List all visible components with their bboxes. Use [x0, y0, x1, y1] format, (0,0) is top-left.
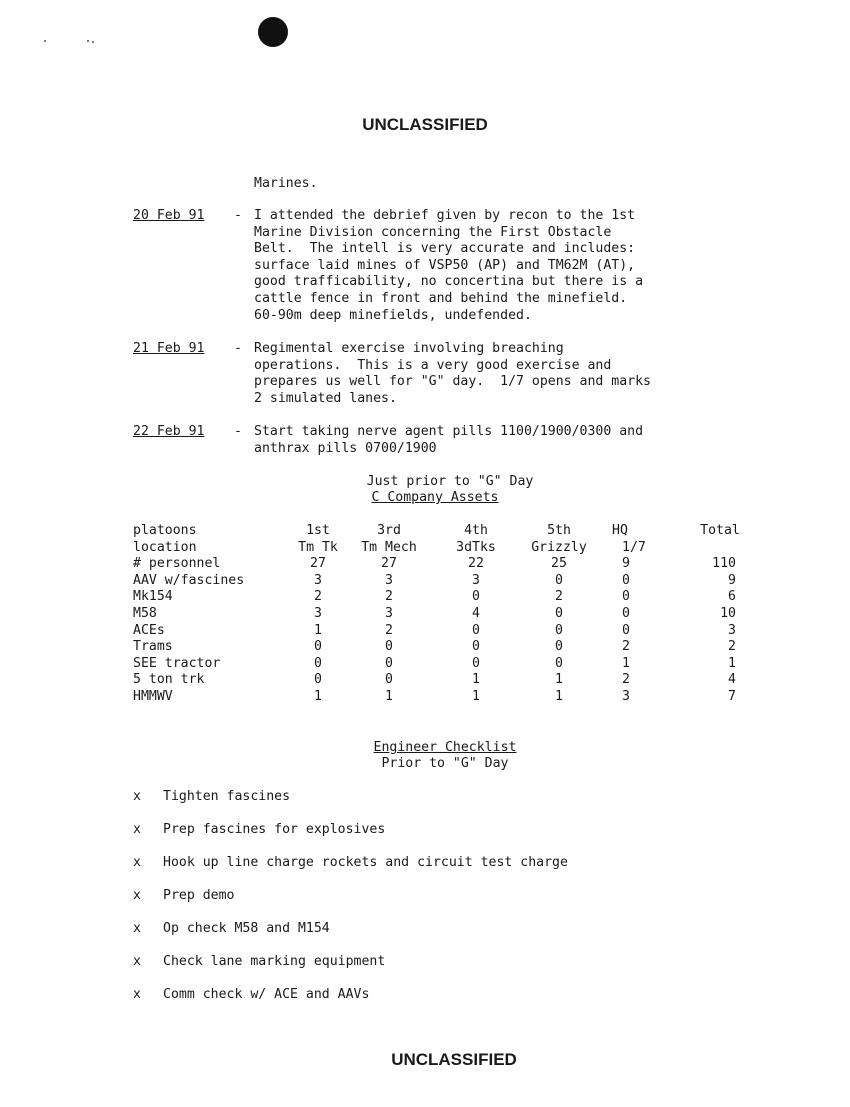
scan-speck	[92, 41, 94, 43]
entry-line: prepares us well for "G" day. 1/7 opens and marks	[254, 374, 651, 390]
table-cell: 1	[385, 689, 393, 704]
checklist-mark: x	[133, 822, 141, 837]
table-cell: 1	[472, 672, 480, 688]
table-header-cell: 3rd	[377, 523, 401, 538]
table-cell: 0	[555, 606, 563, 621]
assets-subtitle-wrap	[0, 490, 850, 507]
entry-dash: -	[234, 424, 242, 439]
table-cell: 2	[385, 589, 393, 605]
table-cell: 3	[385, 572, 393, 588]
table-header-cell: platoons	[133, 523, 197, 538]
table-cell: HMMWV	[133, 689, 173, 704]
checklist-title: Engineer Checklist	[373, 740, 517, 755]
entry-line: Marine Division concerning the First Obstacle	[254, 224, 612, 240]
table-cell: 1	[622, 655, 630, 671]
table-cell: 2	[622, 639, 630, 655]
table-cell: 0	[314, 655, 322, 671]
table-cell: 110	[712, 556, 736, 572]
entry-date: 22 Feb 91	[133, 424, 205, 439]
continuation-text: Marines.	[254, 176, 318, 191]
table-cell: 3	[314, 572, 322, 588]
table-cell: Trams	[133, 639, 173, 655]
entry-line: anthrax pills 0700/1900	[254, 440, 437, 456]
table-cell: # personnel	[133, 556, 221, 572]
assets-title: Just prior to "G" Day	[366, 474, 534, 489]
table-cell: 3dTks	[456, 539, 496, 555]
table-cell: 0	[622, 606, 630, 621]
checklist-item: Check lane marking equipment	[163, 954, 386, 969]
table-cell: Tm Mech	[361, 539, 417, 555]
table-cell: 9	[728, 572, 736, 588]
table-cell: 1	[314, 622, 322, 638]
table-cell: 27	[310, 556, 326, 572]
table-cell: 27	[381, 556, 397, 572]
entry-dash: -	[234, 208, 242, 223]
table-header-cell: 4th	[464, 523, 488, 538]
table-cell: location	[133, 539, 197, 555]
entry-line: operations. This is a very good exercise and	[254, 357, 612, 373]
entry-line: cattle fence in front and behind the minefield.	[254, 291, 628, 306]
table-cell: 22	[468, 556, 484, 572]
scan-speck	[87, 40, 89, 42]
hole-punch-mark	[258, 17, 288, 47]
table-cell: 0	[555, 655, 563, 671]
table-header-cell: HQ	[612, 523, 628, 538]
table-cell: 1	[728, 655, 736, 671]
table-cell: 0	[385, 672, 393, 688]
checklist-mark: x	[133, 888, 141, 903]
checklist-item: Tighten fascines	[163, 789, 291, 804]
table-cell: M58	[133, 606, 157, 621]
table-cell: 10	[720, 606, 736, 621]
table-header-cell: 1st	[306, 523, 330, 538]
entry-line: surface laid mines of VSP50 (AP) and TM62M (AT),	[254, 257, 636, 273]
checklist-mark: x	[133, 789, 141, 804]
scan-speck	[44, 40, 46, 42]
checklist-item: Hook up line charge rockets and circuit test charge	[163, 855, 568, 870]
table-cell: ACEs	[133, 622, 165, 638]
table-cell: 3	[622, 689, 630, 704]
table-cell: 4	[728, 672, 736, 688]
table-cell: 0	[555, 622, 563, 638]
table-cell: 2	[728, 639, 736, 655]
table-cell: 3	[385, 606, 393, 621]
table-cell: 0	[314, 639, 322, 655]
table-cell: 0	[555, 572, 563, 588]
footer-classification: UNCLASSIFIED	[391, 1050, 517, 1069]
entry-line: 60-90m deep minefields, undefended.	[254, 307, 532, 323]
table-cell: 1/7	[622, 539, 646, 555]
table-cell: 1	[472, 689, 480, 704]
table-cell: 0	[472, 622, 480, 638]
table-cell: 9	[622, 556, 630, 572]
entry-dash: -	[234, 341, 242, 356]
table-cell: 1	[314, 689, 322, 704]
table-cell: 6	[728, 589, 736, 605]
entry-date: 20 Feb 91	[133, 208, 205, 223]
entry-line: Regimental exercise involving breaching	[254, 341, 564, 356]
table-cell: Grizzly	[531, 539, 587, 555]
table-cell: 0	[314, 672, 322, 688]
entry-line: Start taking nerve agent pills 1100/1900/0300 and	[254, 424, 644, 439]
table-cell: 0	[622, 572, 630, 588]
table-cell: AAV w/fascines	[133, 572, 245, 588]
checklist-mark: x	[133, 855, 141, 870]
table-cell: 0	[385, 639, 393, 655]
table-cell: 0	[472, 655, 480, 671]
checklist-item: Prep demo	[163, 888, 235, 903]
table-cell: 0	[472, 639, 480, 655]
table-cell: 3	[728, 622, 736, 638]
entry-line: 2 simulated lanes.	[254, 390, 397, 406]
table-cell: 2	[314, 589, 322, 605]
table-cell: 4	[472, 606, 480, 621]
assets-subtitle: C Company Assets	[371, 490, 499, 505]
table-cell: 2	[385, 622, 393, 638]
table-cell: 2	[555, 589, 563, 605]
table-cell: 2	[622, 672, 630, 688]
checklist-mark: x	[133, 921, 141, 936]
table-cell: 25	[551, 556, 567, 572]
checklist-item: Prep fascines for explosives	[163, 822, 386, 837]
checklist-item: Comm check w/ ACE and AAVs	[163, 987, 370, 1002]
table-cell: Tm Tk	[298, 539, 338, 555]
checklist-subtitle: Prior to "G" Day	[381, 756, 509, 771]
table-cell: Mk154	[133, 589, 173, 605]
table-cell: 0	[622, 589, 630, 605]
entry-line: good trafficability, no concertina but there is a	[254, 274, 644, 290]
table-cell: SEE tractor	[133, 655, 221, 671]
table-cell: 7	[728, 689, 736, 704]
table-cell: 0	[385, 655, 393, 671]
checklist-title-wrap	[0, 740, 850, 757]
table-cell: 0	[472, 589, 480, 605]
header-classification: UNCLASSIFIED	[362, 115, 488, 134]
table-cell: 0	[622, 622, 630, 638]
table-cell: 1	[555, 672, 563, 688]
checklist-mark: x	[133, 987, 141, 1002]
table-cell: 3	[472, 572, 480, 588]
checklist-item: Op check M58 and M154	[163, 921, 330, 936]
table-cell: 3	[314, 606, 322, 621]
table-header-cell: 5th	[547, 523, 571, 538]
table-cell: 5 ton trk	[133, 672, 205, 688]
entry-date: 21 Feb 91	[133, 341, 205, 356]
table-header-cell: Total	[700, 523, 740, 538]
entry-line: Belt. The intell is very accurate and includes:	[254, 241, 636, 257]
entry-line: I attended the debrief given by recon to the 1st	[254, 208, 636, 223]
table-cell: 1	[555, 689, 563, 704]
checklist-mark: x	[133, 954, 141, 969]
table-cell: 0	[555, 639, 563, 655]
